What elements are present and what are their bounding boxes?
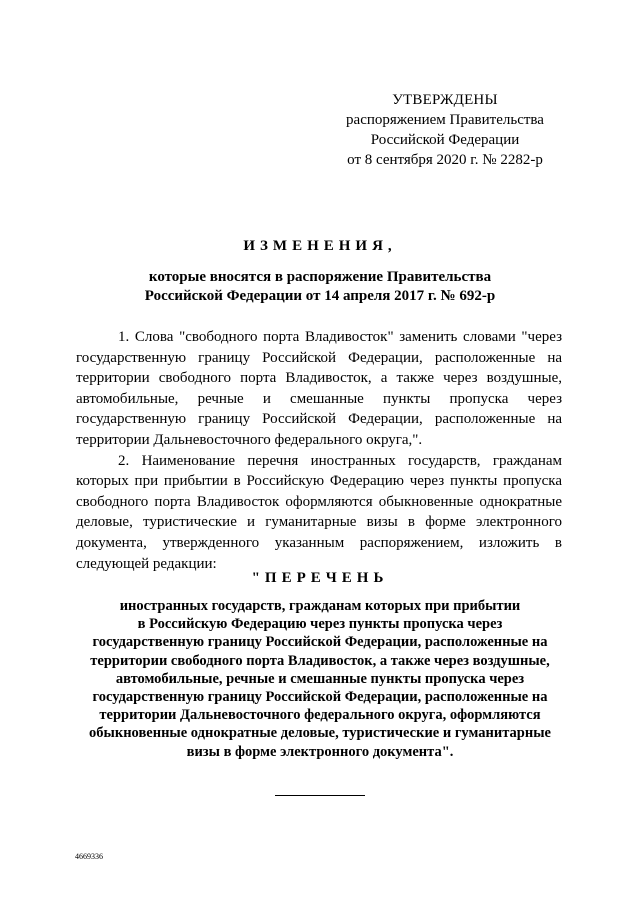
approval-block (320, 90, 570, 170)
paragraph: 2. Наименование перечня иностранных государств, гражданам которых при прибытии в Российскую Федерацию через пункты пропуска свободного порта Владивосток оформляются обыкновенные однократные деловые, туристические и гуманитарные визы в форме электронного документа, утвержденного указанным распоряжением, изложить в следующей редакции: (76, 452, 562, 572)
list-subtitle-line: автомобильные, речные и смешанные пункты пропуска через (115, 670, 525, 687)
list-title: "ПЕРЕЧЕНЬ (251, 570, 389, 586)
list-subtitle-line: обыкновенные однократные деловые, туристические и гуманитарные (89, 725, 551, 742)
document-heading (60, 237, 580, 306)
heading-line: которые вносятся в распоряжение Правительства (148, 269, 492, 285)
list-subtitle-line: территории Дальневосточного федерального округа, оформляются (99, 707, 541, 724)
list-subtitle-line: иностранных государств, гражданам которых при прибытии (119, 598, 521, 614)
list-subtitle (70, 597, 570, 761)
list-subtitle-line: государственную границу Российской Федерации, расположенные на (92, 689, 548, 706)
separator-line (275, 795, 365, 796)
approval-title: УТВЕРЖДЕНЫ (392, 92, 498, 108)
list-subtitle-line: государственную границу Российской Федерации, расположенные на (92, 634, 548, 651)
heading-line: Российской Федерации от 14 апреля 2017 г. № 692-р (144, 288, 496, 304)
document-body (76, 327, 562, 574)
heading-title: ИЗМЕНЕНИЯ, (243, 238, 397, 254)
list-subtitle-line: в Российскую Федерацию через пункты пропуска через (137, 616, 503, 633)
document-code: 4669336 (75, 852, 103, 861)
approval-date-number: от 8 сентября 2020 г. № 2282-р (347, 152, 543, 168)
approval-line: Российской Федерации (370, 132, 520, 148)
list-subtitle-line: территории свободного порта Владивосток, а также через воздушные, (90, 652, 550, 669)
list-subtitle-line: визы в форме электронного документа". (186, 743, 454, 760)
paragraph: 1. Слова "свободного порта Владивосток" заменить словами "через государственную границу Российской Федерации, расположенные на территории свободного порта Владивосток, а также через воздушные, автомобильные, речные и смешанные пункты пропуска через государственную границу Российской Федерации, расположенные на территории Дальневосточного федерального округа,". (76, 329, 562, 448)
approval-line: распоряжением Правительства (346, 112, 544, 128)
